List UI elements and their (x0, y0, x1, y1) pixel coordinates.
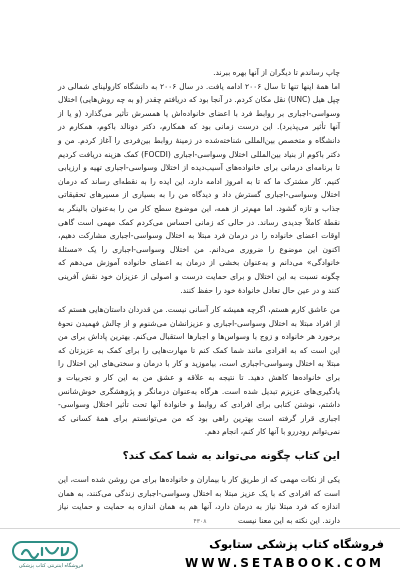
setabook-logo[interactable] (12, 537, 108, 571)
store-title: فروشگاه کتاب پزشکی ستابوک (209, 537, 384, 551)
page-number: ۴۳۰۸ (193, 518, 207, 525)
setabook-logo-icon (12, 539, 78, 563)
section-heading: این کتاب چگونه می‌تواند به شما کمک کند؟ (122, 450, 340, 463)
paragraph: چاپ رساندم تا دیگران از آنها بهره ببرند. (213, 68, 340, 77)
paragraph: یکی از نکات مهمی که از طریق کار با بیماران و خانواده‌ها برای من روشن شده است، این است که افرادی که با یک عزیز مبتلا به اختلال وسواسی-اجباری زندگی می‌کنند، به همان اندازه که فرد مبتلا نیاز به درمان دارد، آنها هم به همان اندازه به حمایت و حمایت نیاز دارند. این نکته به این معنا نیست (58, 475, 340, 525)
footer-banner (0, 528, 400, 577)
paragraph: اما همهٔ اینها تنها تا سال ۲۰۰۶ ادامه یافت. در سال ۲۰۰۶ به دانشگاه کارولینای شمالی در چپل هیل (UNC) نقل مکان کردم. در آنجا بود که دریافتم چقدر (و به چه روش‌هایی) اختلال وسواسی-اجباری بر روابط فرد با اعضای خانواده‌اش یا همسرش تأثیر می‌گذارد (و یا از آنها تأثیر می‌پذیرد). این درست زمانی بود که همکارم، دکتر دونالد باکوم، همکارم در دانشگاه و متخصص بین‌المللی شناخته‌شده در زمینهٔ روابط بین‌فردی را آغاز کردم. من و دکتر باکوم از بنیاد بین‌المللی اختلال وسواسی-اجباری (FOCDI) کمک هزینه دریافت کردیم تا برنامه‌ای درمانی برای خانواده‌های آسیب‌دیده از اختلال وسواسی-اجباری تهیه و ارزیابی کنیم. کار مشترک ما که تا به امروز ادامه دارد، این ایده را به نقطه‌ای رساند که درمان اختلال وسواسی-اجباری گسترش داد و دیدگاه من را به بسیاری از مسیرهای تحقیقاتی جذاب و تازه گشود. اما مهم‌تر از همه، این موضوع سطح کار من را به‌عنوان بالینگر به نقطهٔ کاملاً جدیدی رساند. در حالی که زمانی احساس می‌کردم کمک مهمی است گاهی اوقات اعضای خانواده را در درمان فرد مبتلا به اختلال وسواسی-اجباری مشارکت دهیم، اکنون این موضوع را ضروری می‌دانم. من اختلال وسواسی-اجباری را یک «مسئلهٔ خانوادگی» می‌دانم و به‌عنوان بخشی از درمان به اعضای خانواده آموزش می‌دهم که چگونه نسبت به این اختلال و برای حمایت درست و اصولی از عزیزان خود نقش آفرینی کنند و در عین حال تعادل خانوادهٔ خود را حفظ کنند. (58, 81, 341, 295)
logo-caption: فروشگاه اینترنتی کتاب پزشکی (18, 563, 84, 569)
body-text (58, 66, 340, 533)
paragraph: من عاشق کارم هستم، اگرچه همیشه کار آسانی نیست. من قدردان داستان‌هایی هستم که از افراد مبتلا به اختلال وسواسی-اجباری و عزیزانشان می‌شنوم و از چالش فهمیدن نحوهٔ برخورد هر خانواده و زوج با وسواس‌ها و اجبارها استقبال می‌کنم. بهترین پاداش برای من این است که به افرادی مانند شما کمک کنم تا مهارت‌هایی را برای کمک به عزیزتان که مبتلا به اختلال وسواسی-اجباری است، بیاموزید و کار با درمان و سختی‌های این اختلال را برای خانواده‌ها کاهش دهید. تا نتیجه به علاقه و عشق من به این کار و تجربیات و یادگیری‌های عزیزم تبدیل شده است. هرگاه به‌عنوان درمانگر و پژوهشگری خوش‌شانس داشتم، نوشتن کتابی برای افرادی که روابط و خانوادهٔ آنها تحت تأثیر اختلال وسواسی-اجباری قرار گرفته است بهترین راهی بود که من می‌توانستم برای همهٔ کسانی که نمی‌توانم رودررو با آنها کار کنم، انجام دهم. (58, 305, 340, 437)
store-url[interactable]: WWW.SETABOOK.COM (184, 556, 384, 570)
